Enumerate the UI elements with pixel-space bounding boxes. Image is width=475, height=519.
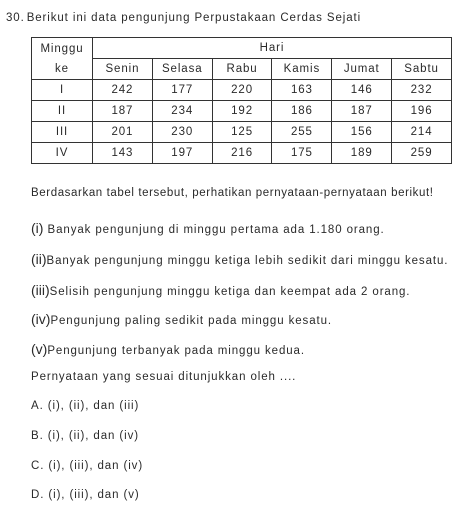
value-cell: 189 xyxy=(332,143,392,164)
header-week-line2: ke xyxy=(55,62,69,75)
value-cell: 214 xyxy=(392,122,452,143)
value-cell: 163 xyxy=(272,80,332,101)
value-cell: 234 xyxy=(152,101,212,122)
question-header xyxy=(6,12,361,24)
value-cell: 156 xyxy=(332,122,392,143)
statement-text: Banyak pengunjung minggu ketiga lebih sedikit dari minggu kesatu. xyxy=(46,255,449,267)
statement-number: (v) xyxy=(31,341,48,357)
statement-4 xyxy=(31,311,332,327)
value-cell: 216 xyxy=(212,143,272,164)
table-row xyxy=(32,143,452,164)
value-cell: 187 xyxy=(93,101,153,122)
statement-text: Selisih pengunjung minggu ketiga dan keempat ada 2 orang. xyxy=(49,286,411,298)
question-prompt: Pernyataan yang sesuai ditunjukkan oleh .... xyxy=(31,371,297,383)
option-d[interactable]: D. (i), (iii), dan (v) xyxy=(31,489,140,501)
day-header: Sabtu xyxy=(392,59,452,80)
day-header: Kamis xyxy=(272,59,332,80)
value-cell: 201 xyxy=(93,122,153,143)
question-number: 30. xyxy=(6,12,25,24)
value-cell: 232 xyxy=(392,80,452,101)
value-cell: 186 xyxy=(272,101,332,122)
table-row xyxy=(32,80,452,101)
value-cell: 125 xyxy=(212,122,272,143)
day-header: Rabu xyxy=(212,59,272,80)
option-b[interactable]: B. (i), (ii), dan (iv) xyxy=(31,430,139,442)
visitor-table xyxy=(31,37,452,164)
day-header: Senin xyxy=(93,59,153,80)
value-cell: 196 xyxy=(392,101,452,122)
statement-2 xyxy=(31,251,448,267)
table-header-row xyxy=(32,38,452,59)
statement-text: Banyak pengunjung di minggu pertama ada 1.180 orang. xyxy=(43,224,385,236)
value-cell: 175 xyxy=(272,143,332,164)
option-c[interactable]: C. (i), (iii), dan (iv) xyxy=(31,460,144,472)
day-header: Jumat xyxy=(332,59,392,80)
header-day: Hari xyxy=(93,38,452,59)
header-week-line1: Minggu xyxy=(40,42,84,55)
option-a[interactable]: A. (i), (ii), dan (iii) xyxy=(31,400,140,412)
statement-3 xyxy=(31,282,410,298)
statement-text: Pengunjung paling sedikit pada minggu kesatu. xyxy=(50,315,332,327)
value-cell: 242 xyxy=(93,80,153,101)
statement-1 xyxy=(31,220,385,236)
table-days-row xyxy=(32,59,452,80)
value-cell: 197 xyxy=(152,143,212,164)
value-cell: 177 xyxy=(152,80,212,101)
header-week xyxy=(32,38,93,80)
value-cell: 146 xyxy=(332,80,392,101)
day-header: Selasa xyxy=(152,59,212,80)
table-row xyxy=(32,101,452,122)
statement-number: (iii) xyxy=(31,282,50,298)
week-cell: II xyxy=(32,101,93,122)
value-cell: 220 xyxy=(212,80,272,101)
value-cell: 187 xyxy=(332,101,392,122)
question-text: Berikut ini data pengunjung Perpustakaan Cerdas Sejati xyxy=(26,12,362,24)
week-cell: IV xyxy=(32,143,93,164)
week-cell: I xyxy=(32,80,93,101)
statement-number: (ii) xyxy=(31,251,47,267)
value-cell: 143 xyxy=(93,143,153,164)
statement-number: (i) xyxy=(31,220,44,236)
statement-number: (iv) xyxy=(31,311,51,327)
value-cell: 192 xyxy=(212,101,272,122)
week-cell: III xyxy=(32,122,93,143)
value-cell: 255 xyxy=(272,122,332,143)
table-row xyxy=(32,122,452,143)
value-cell: 230 xyxy=(152,122,212,143)
value-cell: 259 xyxy=(392,143,452,164)
statement-text: Pengunjung terbanyak pada minggu kedua. xyxy=(47,345,305,357)
intro-text: Berdasarkan tabel tersebut, perhatikan pernyataan-pernyataan berikut! xyxy=(31,187,434,199)
statement-5 xyxy=(31,341,305,357)
